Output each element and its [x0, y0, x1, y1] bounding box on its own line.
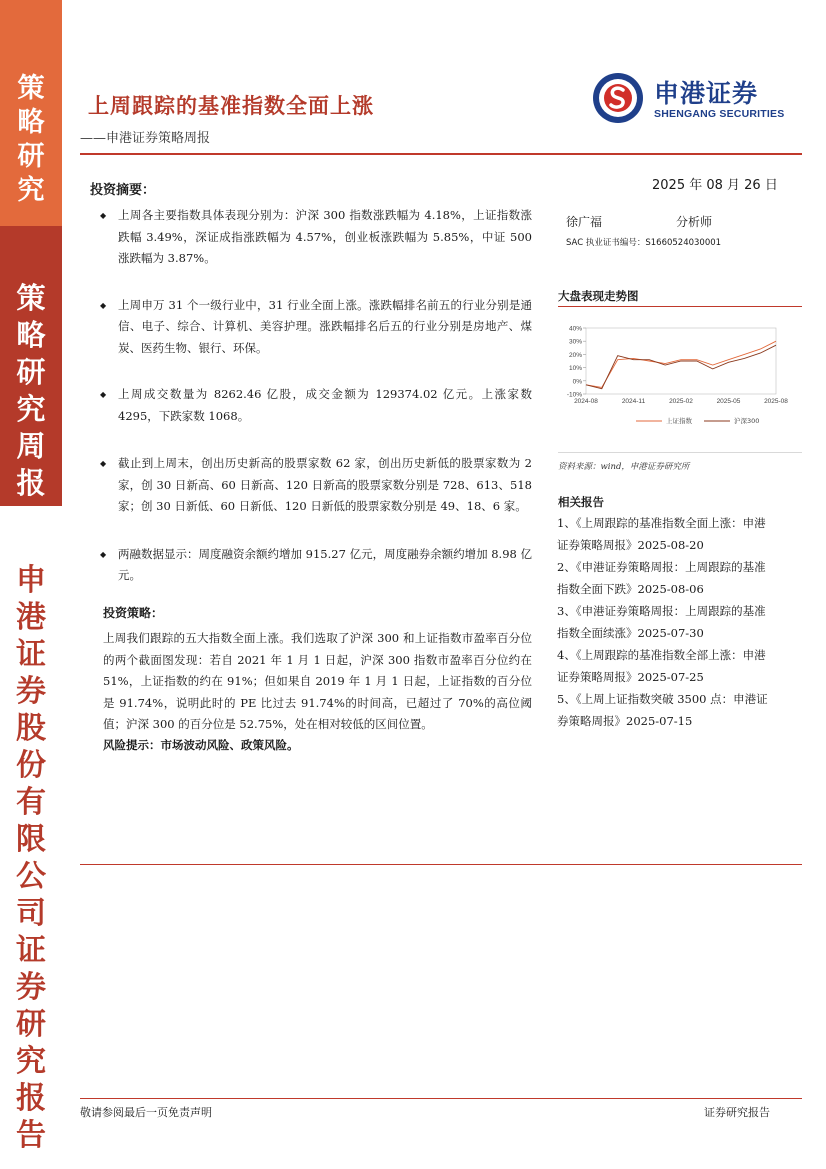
chart-x-tick-label: 2025-05 — [716, 398, 741, 405]
chart-series-line — [586, 341, 776, 387]
side-char: 报 — [16, 466, 46, 500]
chart-y-tick-label: 10% — [568, 365, 582, 373]
side-char: 有 — [16, 785, 46, 820]
side-char: 申 — [16, 563, 46, 598]
chart-x-tick-label: 2025-02 — [669, 398, 693, 405]
side-char: 略 — [17, 107, 45, 138]
side-char: 港 — [16, 600, 46, 635]
market-trend-chart — [558, 318, 802, 438]
related-report-line: 证券策略周报》2025-08-20 — [557, 538, 704, 552]
side-char: 司 — [16, 896, 46, 931]
side-char: 份 — [16, 748, 46, 783]
related-report-line: 证券策略周报》2025-07-25 — [557, 670, 704, 684]
chart-y-tick-label: -10% — [566, 391, 582, 399]
side-char: 略 — [16, 318, 46, 352]
chart-y-tick-label: 40% — [568, 325, 582, 333]
side-char: 券 — [16, 674, 46, 709]
related-report-line: 2、《申港证券策略周报：上周跟踪的基准 — [557, 560, 766, 574]
side-label-strategy-research — [0, 0, 62, 226]
header-divider — [80, 153, 802, 155]
logo-text-cn: 申港证券 — [654, 79, 759, 108]
report-title: 上周跟踪的基准指数全面上涨 — [88, 93, 374, 118]
summary-bullet: ◆ 两融数据显示：周度融资余额约增加 915.27 亿元，周度融券余额约增加 8.98 亿元。 — [100, 544, 532, 587]
side-label-company — [0, 506, 62, 1169]
side-char: 究 — [16, 1044, 46, 1079]
report-date: 2025 年 08 月 26 日 — [652, 178, 778, 193]
related-report-line: 券策略周报》2025-07-15 — [557, 714, 693, 728]
sac-certificate: SAC 执业证书编号：S1660524030001 — [566, 238, 722, 248]
content-bottom-divider — [80, 864, 802, 865]
report-subtitle: ——申港证券策略周报 — [80, 131, 211, 146]
summary-bullet: ◆ 上周各主要指数具体表现分别为：沪深 300 指数涨跌幅为 4.18%，上证指数涨跌幅 3.49%，深证成指涨跌幅为 4.57%，创业板涨跌幅为 5.85%，中证 500 涨跌幅为 3.87%。 — [100, 205, 532, 270]
footer-disclaimer-note: 敬请参阅最后一页免责声明 — [80, 1106, 212, 1119]
chart-svg — [558, 318, 802, 438]
risk-warning: 风险提示：市场波动风险、政策风险。 — [103, 738, 299, 752]
side-char: 证 — [16, 637, 46, 672]
related-heading: 相关报告 — [558, 495, 604, 509]
chart-y-tick-label: 30% — [568, 338, 582, 346]
related-report-line: 1、《上周跟踪的基准指数全面上涨：申港 — [557, 516, 766, 530]
side-char: 研 — [17, 141, 45, 172]
strategy-paragraph: 上周我们跟踪的五大指数全面上涨。我们选取了沪深 300 和上证指数市盈率百分位的两个截面图发现：若自 2021 年 1 月 1 日起，沪深 300 指数市盈率百分位约在 51%，上证指数的约在 91%；但如果自 2019 年 1 月 1 日起，上证指数的百分位是 91.74%，说明此时的 PE 比过去 91.74%的时间高，已超过了 70%的高位阈值；沪深 300 的百分位是 52.75%，处在相对较低的区间位置。 — [103, 631, 532, 731]
strategy-heading: 投资策略： — [103, 606, 164, 620]
side-char: 限 — [16, 822, 46, 857]
footer-divider — [80, 1098, 802, 1099]
side-char: 周 — [16, 429, 46, 463]
side-char: 研 — [16, 1007, 46, 1042]
related-report-item[interactable] — [557, 512, 803, 556]
chart-x-tick-label: 2025-08 — [764, 398, 788, 405]
side-char: 策 — [17, 73, 45, 104]
side-banner — [0, 0, 62, 1169]
related-reports-list — [557, 512, 803, 732]
chart-legend-label: 沪深300 — [734, 417, 760, 425]
side-char: 究 — [17, 175, 45, 206]
side-char: 究 — [16, 392, 46, 426]
chart-x-tick-label: 2024-08 — [574, 398, 598, 405]
related-report-item[interactable] — [557, 600, 803, 644]
related-report-item[interactable] — [557, 644, 803, 688]
summary-bullet: ◆ 上周申万 31 个一级行业中，31 行业全面上涨。涨跌幅排名前五的行业分别是通信、电子、综合、计算机、美容护理。涨跌幅排名后五的行业分别是房地产、煤炭、医药生物、银行、环保。 — [100, 295, 532, 360]
chart-y-tick-label: 0% — [572, 378, 582, 386]
chart-heading: 大盘表现走势图 — [558, 289, 639, 303]
chart-series-line — [586, 345, 776, 389]
chart-bottom-divider — [558, 452, 802, 453]
side-char: 股 — [16, 711, 46, 746]
summary-bullet: ◆ 截止到上周末，创出历史新高的股票家数 62 家，创出历史新低的股票家数为 2 家，创 30 日新高、60 日新高、120 日新高的股票家数分别是 728、613、518 家；创 30 日新低、60 日新低、120 日新低的股票家数分别是 49、18、6 家。 — [100, 453, 532, 518]
side-char: 券 — [16, 970, 46, 1005]
related-report-line: 指数全面下跌》2025-08-06 — [557, 582, 704, 596]
analyst-name: 徐广福 — [566, 215, 603, 229]
side-char: 告 — [16, 1118, 46, 1153]
analyst-title: 分析师 — [676, 215, 713, 229]
logo-mark-icon — [592, 72, 644, 124]
footer-report-type: 证券研究报告 — [704, 1106, 770, 1119]
summary-bullet: ◆ 上周成交数量为 8262.46 亿股，成交金额为 129374.02 亿元。上涨家数 4295，下跌家数 1068。 — [100, 384, 532, 427]
chart-x-tick-label: 2024-11 — [621, 398, 646, 405]
related-report-line: 指数全面续涨》2025-07-30 — [557, 626, 704, 640]
summary-bullets — [100, 205, 532, 587]
related-report-line: 5、《上周上证指数突破 3500 点：申港证 — [557, 692, 768, 706]
related-report-item[interactable] — [557, 688, 803, 732]
related-report-line: 4、《上周跟踪的基准指数全部上涨：申港 — [557, 648, 766, 662]
side-char: 证 — [16, 933, 46, 968]
chart-source: 资料来源：wind，申港证券研究所 — [558, 462, 690, 472]
chart-legend-label: 上证指数 — [666, 417, 692, 425]
side-char: 策 — [16, 281, 46, 315]
company-logo — [592, 70, 802, 126]
chart-heading-divider — [558, 306, 802, 307]
side-label-weekly — [0, 226, 62, 506]
related-report-item[interactable] — [557, 556, 803, 600]
summary-heading: 投资摘要： — [90, 183, 156, 198]
side-char: 公 — [16, 859, 46, 894]
logo-text-en: SHENGANG SECURITIES — [654, 108, 785, 120]
side-char: 研 — [16, 355, 46, 389]
chart-y-tick-label: 20% — [568, 351, 582, 359]
side-char: 报 — [16, 1081, 46, 1116]
related-report-line: 3、《申港证券策略周报：上周跟踪的基准 — [557, 604, 766, 618]
